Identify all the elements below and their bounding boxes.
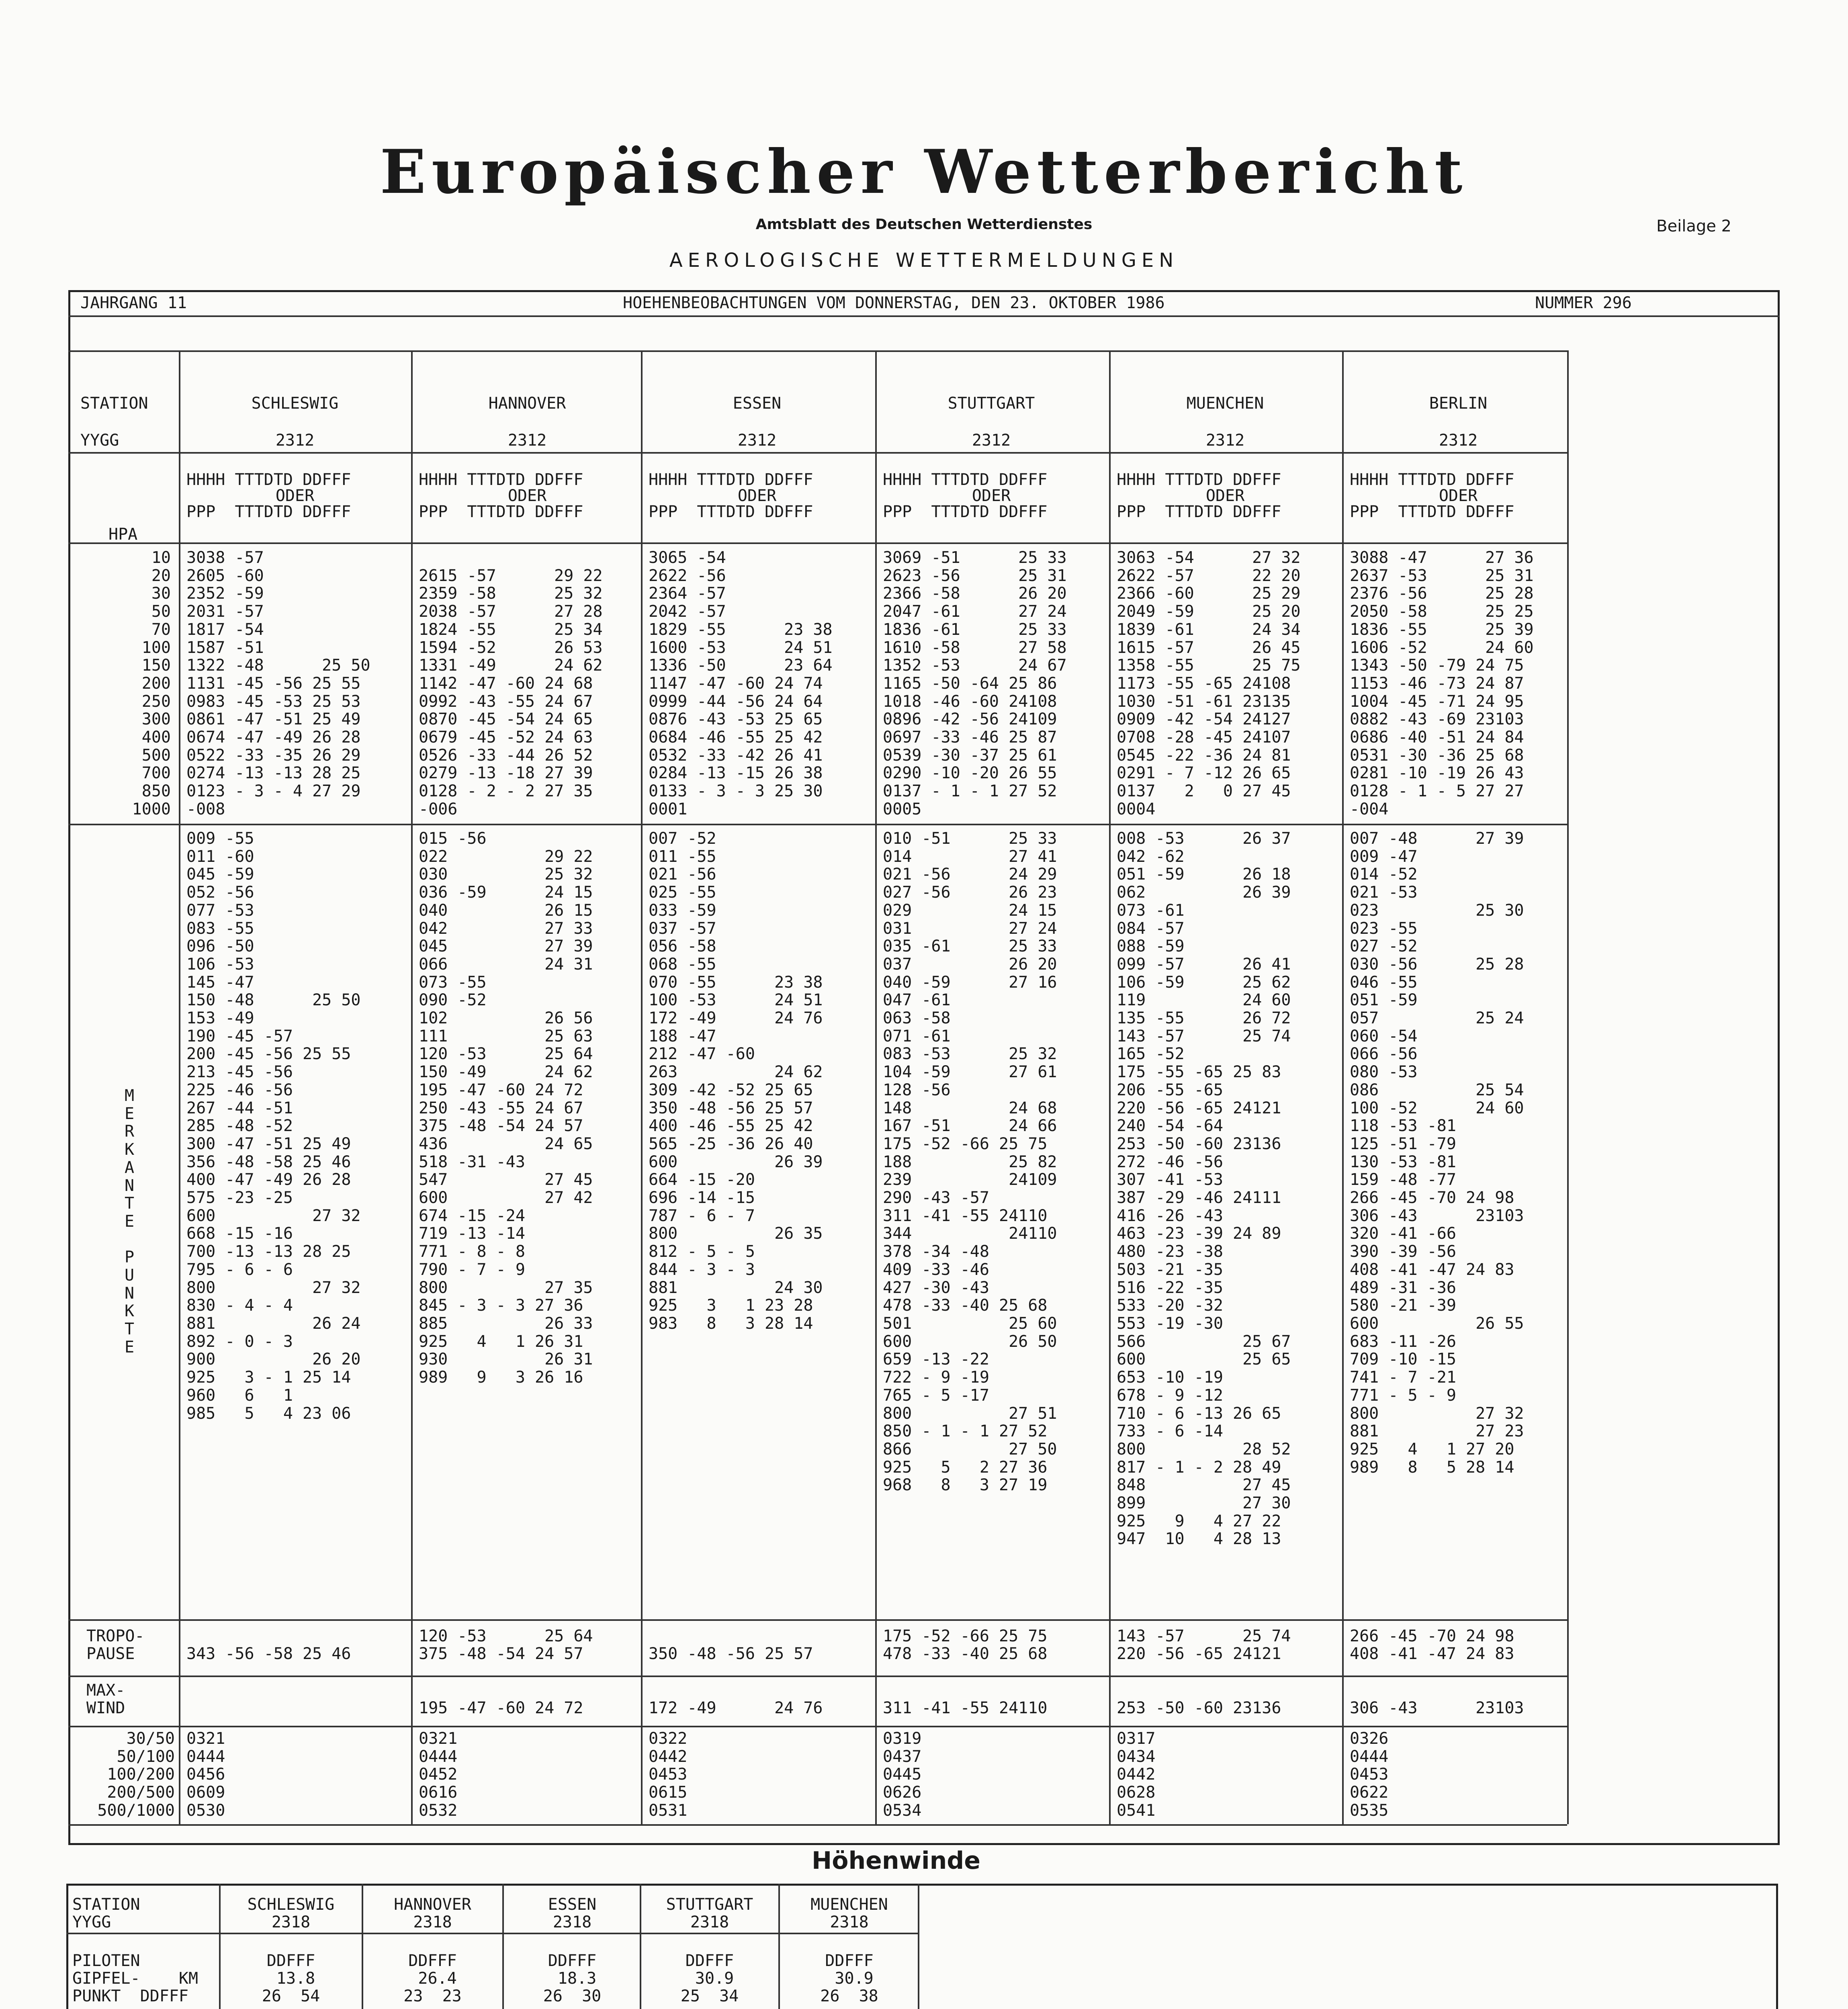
standard-levels-data: 3063 -54 27 32 2622 -57 22 20 2366 -60 25 29 2049 -59 25 20 1839 -61 24 34 1615 -57 26 45 1358 -55 25 75 1173 -55 -65 24108 1030 -51 -61 23135 0909 -42 -54 24127 0708 -28 -45 24107 0545 -22 -36 24 81 0291 - 7 -12 26 65 0137 2 0 27 45 0004 [1117,548,1301,818]
summit-data: DDFFF 30.9 25 34 [680,1952,739,2005]
wind-station-yygg: 2318 [553,1913,592,1931]
significant-levels-data: 009 -55 011 -60 045 -59 052 -56 077 -53 083 -55 096 -50 106 -53 145 -47 150 -48 25 50 153 -49 190 -45 -57 200 -45 -56 25 55 213 -45 -56 225 -46 -56 267 -44 -51 285 -48 -52 300 -47 -51 25 49 356 -48 -58 25 46 400 -47 -49 26 28 575 -23 -25 600 27 32 668 -15 -16 700 -13 -13 28 25 795 - 6 - 6 800 27 32 830 - 4 - 4 881 26 24 892 - 0 - 3 900 26 20 925 3 - 1 25 14 960 6 1 985 5 4 23 06 [186,829,361,1423]
column-header-line3: PPP TTTDTD DDFFF [186,503,351,521]
column-header-line2: ODER [275,487,315,505]
column-header-line2: ODER [972,487,1011,505]
yygg-label: YYGG [80,431,119,450]
max-wind-data: 195 -47 -60 24 72 [419,1699,583,1717]
wind-shear-data: 0322 0442 0453 0615 0531 [649,1729,688,1820]
significant-levels-data: 008 -53 26 37 042 -62 051 -59 26 18 062 26 39 073 -61 084 -57 088 -59 099 -57 26 41 106 -59 25 62 119 24 60 135 -55 26 72 143 -57 25 74 165 -52 175 -55 -65 25 83 206 -55 -65 220 -56 -65 24121 240 -54 -64 253 -50 -60 23136 272 -46 -56 307 -41 -53 387 -29 -46 24111 416 -26 -43 463 -23 -39 24 89 480 -23 -38 503 -21 -35 516 -22 -35 533 -20 -32 553 -19 -30 566 25 67 600 25 65 653 -10 -19 678 - 9 -12 710 - 6 -13 26 65 733 - 6 -14 800 28 52 817 - 1 - 2 28 49 848 27 45 899 27 30 925 9 4 27 22 947 10 4 28 13 [1117,829,1291,1549]
tropopause-data: 120 -53 25 64 375 -48 -54 24 57 [419,1627,593,1663]
column-header-line2: ODER [1205,487,1245,505]
station-yygg: 2312 [972,431,1011,450]
summit-data: DDFFF 26.4 23 23 [403,1952,462,2005]
column-header-line1: HHHH TTTDTD DDFFF [186,471,351,489]
summit-data: DDFFF 18.3 26 30 [543,1952,602,2005]
standard-levels-data: 2615 -57 29 22 2359 -58 25 32 2038 -57 27 28 1824 -55 25 34 1594 -52 26 53 1331 -49 24 62 1142 -47 -60 24 68 0992 -43 -55 24 67 0870 -45 -54 24 65 0679 -45 -52 24 63 0526 -33 -44 26 52 0279 -13 -18 27 39 0128 - 2 - 2 27 35 -006 [419,566,603,818]
column-header-line1: HHHH TTTDTD DDFFF [1350,471,1514,489]
column-header-line3: PPP TTTDTD DDFFF [649,503,813,521]
wind-station-name: ESSEN [548,1895,597,1914]
observation-date: HOEHENBEOBACHTUNGEN VOM DONNERSTAG, DEN 23. OKTOBER 1986 [623,294,1165,312]
rule [411,350,413,1824]
wind-station-yygg: 2318 [413,1913,452,1931]
station-yygg: 2312 [737,431,777,450]
wind-station-yygg: 2318 [690,1913,729,1931]
wind-shear-data: 0317 0434 0442 0628 0541 [1117,1729,1156,1820]
issue-number: NUMMER 296 [1535,294,1632,312]
volume-label: JAHRGANG 11 [80,294,187,312]
summit-label: PILOTEN GIPFEL- KM PUNKT DDFFF [72,1952,199,2005]
station-name: HANNOVER [488,394,566,413]
tropopause-data: 143 -57 25 74 220 -56 -65 24121 [1117,1627,1291,1663]
column-header-line3: PPP TTTDTD DDFFF [1350,503,1514,521]
rule [1567,350,1569,1824]
wind-station-yygg: 2318 [830,1913,869,1931]
column-header-line1: HHHH TTTDTD DDFFF [649,471,813,489]
standard-levels-data: 3065 -54 2622 -56 2364 -57 2042 -57 1829 -55 23 38 1600 -53 24 51 1336 -50 23 64 1147 -47 -60 24 74 0999 -44 -56 24 64 0876 -43 -53 25 65 0684 -46 -55 25 42 0532 -33 -42 26 41 0284 -13 -15 26 38 0133 - 3 - 3 25 30 0001 [649,548,833,818]
hpa-label: HPA [108,525,138,544]
rule [179,350,180,1824]
column-header-line2: ODER [1439,487,1478,505]
column-header-line3: PPP TTTDTD DDFFF [883,503,1048,521]
wind-station-name: HANNOVER [394,1895,471,1914]
wind-shear-data: 0321 0444 0456 0609 0530 [186,1729,225,1820]
station-name: ESSEN [733,394,782,413]
tropopause-data: 266 -45 -70 24 98 408 -41 -47 24 83 [1350,1627,1514,1663]
rule [1109,350,1111,1824]
station-yygg: 2312 [1439,431,1478,450]
wind-station-yygg: 2318 [271,1913,311,1931]
rule [68,315,1780,317]
station-yygg: 2312 [508,431,547,450]
station-yygg: 2312 [275,431,315,450]
max-wind-label: MAX- WIND [86,1681,125,1717]
significant-levels-data: 007 -52 011 -55 021 -56 025 -55 033 -59 037 -57 056 -58 068 -55 070 -55 23 38 100 -53 24 51 172 -49 24 76 188 -47 212 -47 -60 263 24 62 309 -42 -52 25 65 350 -48 -56 25 57 400 -46 -55 25 42 565 -25 -36 26 40 600 26 39 664 -15 -20 696 -14 -15 787 - 6 - 7 800 26 35 812 - 5 - 5 844 - 3 - 3 881 24 30 925 3 1 23 28 983 8 3 28 14 [649,829,823,1333]
summit-data: DDFFF 13.8 26 54 [262,1952,320,2005]
section-title: AEROLOGISCHE WETTERMELDUNGEN [669,249,1179,272]
column-header-line1: HHHH TTTDTD DDFFF [1117,471,1281,489]
max-wind-data: 172 -49 24 76 [649,1699,823,1717]
wind-station-name: SCHLESWIG [247,1895,335,1914]
rule [1342,350,1344,1824]
column-header-line3: PPP TTTDTD DDFFF [1117,503,1281,521]
column-header-line1: HHHH TTTDTD DDFFF [883,471,1048,489]
rule [68,1824,1567,1826]
station-yygg: 2312 [1205,431,1245,450]
masthead-title: Europäischer Wetterbericht [380,137,1468,207]
wind-station-name: STUTTGART [666,1895,753,1914]
column-header-line3: PPP TTTDTD DDFFF [419,503,583,521]
winds-yygg-label: YYGG [72,1913,111,1931]
max-wind-data: 253 -50 -60 23136 [1117,1699,1281,1717]
station-name: STUTTGART [948,394,1035,413]
tropopause-data: 175 -52 -66 25 75 478 -33 -40 25 68 [883,1627,1048,1663]
station-name: BERLIN [1429,394,1488,413]
station-label: STATION [80,394,148,413]
masthead-subtitle: Amtsblatt des Deutschen Wetterdienstes [755,216,1093,233]
standard-levels-data: 3088 -47 27 36 2637 -53 25 31 2376 -56 25 28 2050 -58 25 25 1836 -55 25 39 1606 -52 24 60 1343 -50 -79 24 75 1153 -46 -73 24 87 1004 -45 -71 24 95 0882 -43 -69 23103 0686 -40 -51 24 84 0531 -30 -36 25 68 0281 -10 -19 26 43 0128 - 1 - 5 27 27 -004 [1350,548,1534,818]
rule [66,1933,919,1934]
station-name: SCHLESWIG [251,394,339,413]
tropopause-label: TROPO- PAUSE [86,1627,145,1663]
rule [875,350,877,1824]
significant-levels-data: 015 -56 022 29 22 030 25 32 036 -59 24 15 040 26 15 042 27 33 045 27 39 066 24 31 073 -55 090 -52 102 26 56 111 25 63 120 -53 25 64 150 -49 24 62 195 -47 -60 24 72 250 -43 -55 24 67 375 -48 -54 24 57 436 24 65 518 -31 -43 547 27 45 600 27 42 674 -15 -24 719 -13 -14 771 - 8 - 8 790 - 7 - 9 800 27 35 845 - 3 - 3 27 36 885 26 33 925 4 1 26 31 930 26 31 989 9 3 26 16 [419,829,593,1387]
significant-levels-data: 010 -51 25 33 014 27 41 021 -56 24 29 027 -56 26 23 029 24 15 031 27 24 035 -61 25 33 037 26 20 040 -59 27 16 047 -61 063 -58 071 -61 083 -53 25 32 104 -59 27 61 128 -56 148 24 68 167 -51 24 66 175 -52 -66 25 75 188 25 82 239 24109 290 -43 -57 311 -41 -55 24110 344 24110 378 -34 -48 409 -33 -46 427 -30 -43 478 -33 -40 25 68 501 25 60 600 26 50 659 -13 -22 722 - 9 -19 765 - 5 -17 800 27 51 850 - 1 - 1 27 52 866 27 50 925 5 2 27 36 968 8 3 27 19 [883,829,1057,1495]
rule [641,350,643,1824]
station-name: MUENCHEN [1186,394,1264,413]
standard-levels-data: 3038 -57 2605 -60 2352 -59 2031 -57 1817 -54 1587 -51 1322 -48 25 50 1131 -45 -56 25 55 0983 -45 -53 25 53 0861 -47 -51 25 49 0674 -47 -49 26 28 0522 -33 -35 26 29 0274 -13 -13 28 25 0123 - 3 - 4 27 29 -008 [186,548,370,818]
supplement-label: Beilage 2 [1656,217,1731,235]
standard-levels-data: 3069 -51 25 33 2623 -56 25 31 2366 -58 26 20 2047 -61 27 24 1836 -61 25 33 1610 -58 27 58 1352 -53 24 67 1165 -50 -64 25 86 1018 -46 -60 24108 0896 -42 -56 24109 0697 -33 -46 25 87 0539 -30 -37 25 61 0290 -10 -20 26 55 0137 - 1 - 1 27 52 0005 [883,548,1067,818]
winds-title: Höhenwinde [812,1847,980,1875]
column-header-line2: ODER [508,487,547,505]
wind-shear-data: 0326 0444 0453 0622 0535 [1350,1729,1389,1820]
wind-shear-data: 0319 0437 0445 0626 0534 [883,1729,922,1820]
tropopause-data: 350 -48 -56 25 57 [649,1645,813,1663]
max-wind-data: 311 -41 -55 24110 [883,1699,1048,1717]
max-wind-data: 306 -43 23103 [1350,1699,1524,1717]
summit-data: DDFFF 30.9 26 38 [820,1952,878,2005]
wind-shear-data: 0321 0444 0452 0616 0532 [419,1729,458,1820]
tropopause-data: 343 -56 -58 25 46 [186,1645,351,1663]
column-header-line2: ODER [737,487,777,505]
wind-station-name: MUENCHEN [810,1895,888,1914]
winds-station-label: STATION [72,1895,140,1914]
wind-shear-labels: 30/50 50/100 100/200 200/500 500/1000 [97,1729,175,1820]
significant-levels-data: 007 -48 27 39 009 -47 014 -52 021 -53 023 25 30 023 -55 027 -52 030 -56 25 28 046 -55 051 -59 057 25 24 060 -54 066 -56 080 -53 086 25 54 100 -52 24 60 118 -53 -81 125 -51 -79 130 -53 -81 159 -48 -77 266 -45 -70 24 98 306 -43 23103 320 -41 -66 390 -39 -56 408 -41 -47 24 83 489 -31 -36 580 -21 -39 600 26 55 683 -11 -26 709 -10 -15 741 - 7 -21 771 - 5 - 9 800 27 32 881 27 23 925 4 1 27 20 989 8 5 28 14 [1350,829,1524,1477]
pressure-levels: 10 20 30 50 70 100 150 200 250 300 400 500 700 850 1000 [132,548,171,818]
significant-points-label: M E R K A N T E P U N K T E [125,1086,135,1356]
column-header-line1: HHHH TTTDTD DDFFF [419,471,583,489]
